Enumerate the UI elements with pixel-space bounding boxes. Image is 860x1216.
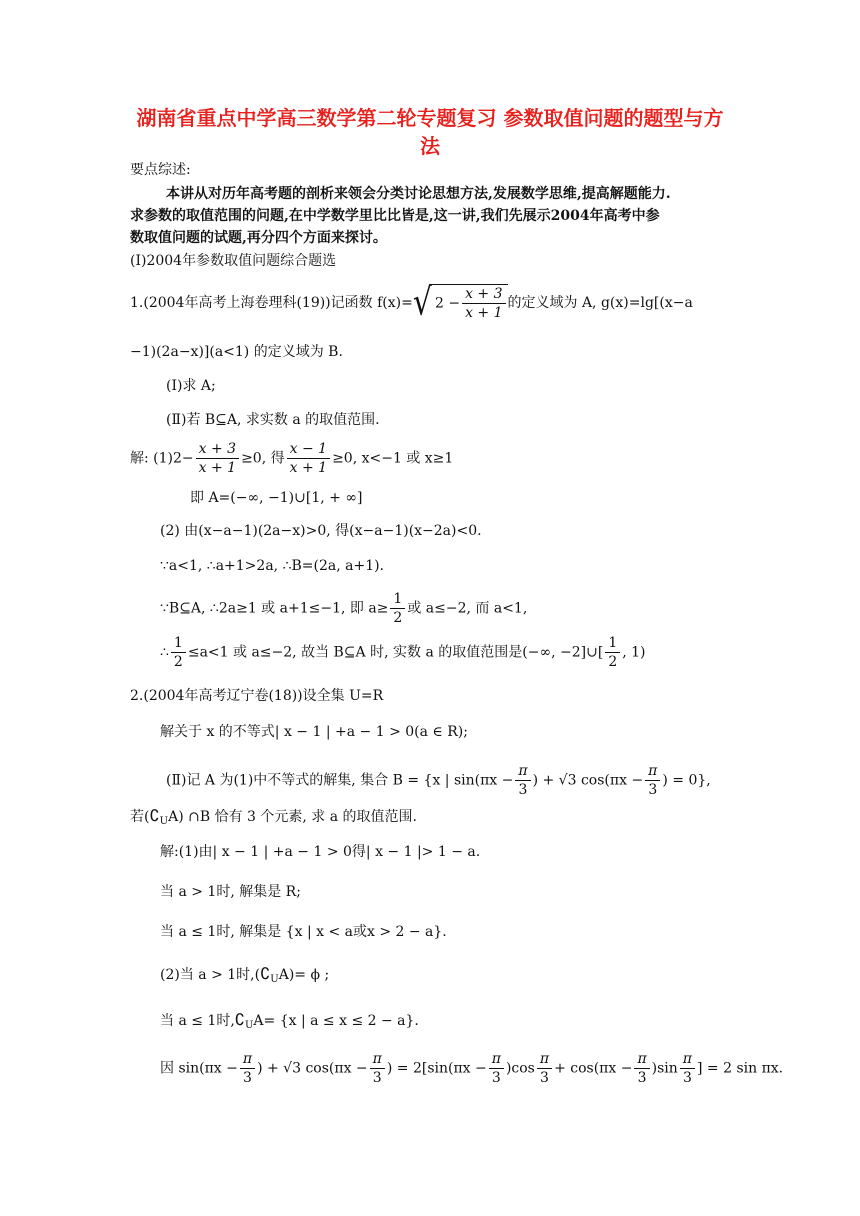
radical-sign: √ <box>412 280 432 325</box>
fraction <box>680 1050 695 1087</box>
solution-text: , 1) <box>622 644 646 661</box>
problem2-solution-line6 <box>160 1050 783 1087</box>
problem2-condition <box>130 806 417 832</box>
fraction-numerator: 1 <box>605 634 620 653</box>
fraction-numerator: 1 <box>390 590 405 609</box>
fraction-denominator: x + 1 <box>198 460 237 476</box>
fraction <box>390 590 405 627</box>
solution-text: ) + √3 cos(πx − <box>257 1060 368 1077</box>
fraction <box>605 634 620 671</box>
solution-text: ] = 2 sin πx. <box>697 1060 784 1077</box>
fraction <box>489 1050 504 1087</box>
problem1-solution-line2: (2) 由(x−a−1)(2a−x)>0, 得(x−a−1)(x−2a)<0. <box>160 523 482 539</box>
fraction-numerator: π <box>370 1050 385 1069</box>
complement-icon: ∁ <box>234 1010 245 1029</box>
problem1-solution-line1 <box>130 440 453 477</box>
solution-text: ≥0, x<−1 或 x≥1 <box>332 450 454 467</box>
fraction <box>171 634 186 671</box>
fraction-numerator: π <box>537 1050 552 1069</box>
fraction <box>634 1050 649 1087</box>
fraction-denominator: 3 <box>243 1070 252 1086</box>
problem1-solution-line3: ∵a<1, ∴a+1>2a, ∴B=(2a, a+1). <box>160 558 385 574</box>
fraction-numerator: x + 3 <box>196 440 239 459</box>
intro-paragraph-line2: 求参数的取值范围的问题,在中学数学里比比皆是,这一讲,我们先展示2004年高考中参 <box>130 208 660 224</box>
solution-text: ) = 2[sin(πx − <box>386 1060 487 1077</box>
solution-text: )cos <box>505 1060 535 1077</box>
fraction-numerator: π <box>645 762 660 781</box>
solution-text: ≥0, 得 <box>241 450 285 467</box>
fraction <box>370 1050 385 1087</box>
fraction-denominator: 3 <box>540 1070 549 1086</box>
fraction <box>515 762 530 799</box>
fraction-denominator: 3 <box>518 782 528 798</box>
universal-set-subscript: U <box>244 1020 254 1031</box>
solution-text: 因 sin(πx − <box>160 1060 238 1077</box>
fraction <box>196 440 239 477</box>
problem-text: ) + √3 cos(πx − <box>532 772 644 789</box>
problem2-solution-line2: 当 a > 1时, 解集是 R; <box>160 884 301 900</box>
problem1-solution-set-a: 即 A=(−∞, −1)∪[1, + ∞] <box>190 490 363 506</box>
fraction-denominator: 3 <box>491 1070 501 1086</box>
fraction-denominator: 3 <box>372 1070 382 1086</box>
fraction-denominator: 2 <box>173 654 183 670</box>
problem2-part2 <box>166 762 711 799</box>
fraction-numerator: 1 <box>171 634 186 653</box>
problem-text: A) ∩B 恰有 3 个元素, 求 a 的取值范围. <box>168 809 417 825</box>
universal-set-subscript: U <box>159 816 169 827</box>
fraction-numerator: π <box>240 1050 255 1069</box>
fraction-denominator: 2 <box>393 610 403 626</box>
fraction <box>537 1050 552 1087</box>
problem1-part2: (Ⅱ)若 B⊆A, 求实数 a 的取值范围. <box>166 412 380 428</box>
solution-text: 当 a ≤ 1时, <box>160 1013 235 1029</box>
intro-heading: 要点综述: <box>130 162 191 178</box>
fraction <box>287 440 330 477</box>
fraction-denominator: 3 <box>648 782 658 798</box>
fraction-numerator: π <box>680 1050 695 1069</box>
solution-text: (2)当 a > 1时,( <box>160 967 261 983</box>
document-title-line1: 湖南省重点中学高三数学第二轮专题复习 参数取值问题的题型与方 <box>136 106 724 130</box>
fraction-numerator: x − 1 <box>287 440 330 459</box>
problem2-solution-line3: 当 a ≤ 1时, 解集是 {x | x < a或x > 2 − a}. <box>160 924 447 940</box>
problem-text: ) = 0}, <box>662 772 711 789</box>
problem-text: 若( <box>130 809 150 825</box>
problem1-radicand <box>432 284 508 322</box>
intro-paragraph-line1: 本讲从对历年高考题的剖析来领会分类讨论思想方法,发展数学思维,提高解题能力. <box>166 186 671 202</box>
fraction-numerator: π <box>634 1050 649 1069</box>
fraction-numerator: π <box>515 762 530 781</box>
fraction-denominator: x + 1 <box>465 305 503 321</box>
problem1-after: 的定义域为 A, g(x)=lg[(x−a <box>507 295 693 311</box>
problem1-statement-line2: −1)(2a−x)](a<1) 的定义域为 B. <box>130 344 343 360</box>
solution-text: A= {x | a ≤ x ≤ 2 − a}. <box>253 1013 419 1029</box>
problem2-statement: 2.(2004年高考辽宁卷(18))设全集 U=R <box>130 688 384 704</box>
problem2-solution-line5 <box>160 1010 419 1036</box>
complement-icon: ∁ <box>260 964 271 983</box>
problem1-statement-line1 <box>130 280 693 325</box>
fraction-denominator: 3 <box>637 1070 647 1086</box>
fraction <box>462 285 505 322</box>
solution-text: )sin <box>651 1060 678 1077</box>
fraction-denominator: 2 <box>608 654 618 670</box>
problem2-solution-line4 <box>160 964 329 990</box>
solution-text: 或 a≤−2, 而 a<1, <box>407 600 528 617</box>
document-title-line2: 法 <box>420 134 440 158</box>
fraction-numerator: π <box>489 1050 504 1069</box>
problem-text: (Ⅱ)记 A 为(1)中不等式的解集, 集合 B = {x | sin(πx − <box>166 772 514 789</box>
solution-text: ∴ <box>160 644 169 661</box>
fraction-denominator: 3 <box>682 1070 692 1086</box>
solution-text: ≤a<1 或 a≤−2, 故当 B⊆A 时, 实数 a 的取值范围是(−∞, −2]∪[ <box>187 644 604 661</box>
fraction <box>645 762 660 799</box>
solution-text: A)= ϕ ; <box>278 967 330 983</box>
problem1-lead: 1.(2004年高考上海卷理科(19))记函数 f(x)= <box>130 295 413 311</box>
section-heading: (Ⅰ)2004年参数取值问题综合题选 <box>130 253 337 269</box>
fraction-denominator: x + 1 <box>289 460 328 476</box>
fraction <box>240 1050 255 1087</box>
solution-text: ∵B⊆A, ∴2a≥1 或 a+1≤−1, 即 a≥ <box>160 600 389 617</box>
problem1-part1: (Ⅰ)求 A; <box>166 378 216 394</box>
fraction-numerator: x + 3 <box>462 285 505 304</box>
solution-text: 解: (1)2− <box>130 450 194 467</box>
problem2-solution-line1: 解:(1)由| x − 1 | +a − 1 > 0得| x − 1 |> 1 − a. <box>160 844 481 860</box>
intro-paragraph-line3: 数取值问题的试题,再分四个方面来探讨。 <box>130 230 387 246</box>
problem2-part1: 解关于 x 的不等式| x − 1 | +a − 1 > 0(a ∈ R); <box>160 724 468 740</box>
solution-text: + cos(πx − <box>554 1060 633 1077</box>
radicand-text: 2 − <box>434 295 461 312</box>
problem1-solution-line4 <box>160 590 527 627</box>
problem1-solution-line5 <box>160 634 646 671</box>
complement-icon: ∁ <box>149 806 160 825</box>
universal-set-subscript: U <box>270 974 279 985</box>
